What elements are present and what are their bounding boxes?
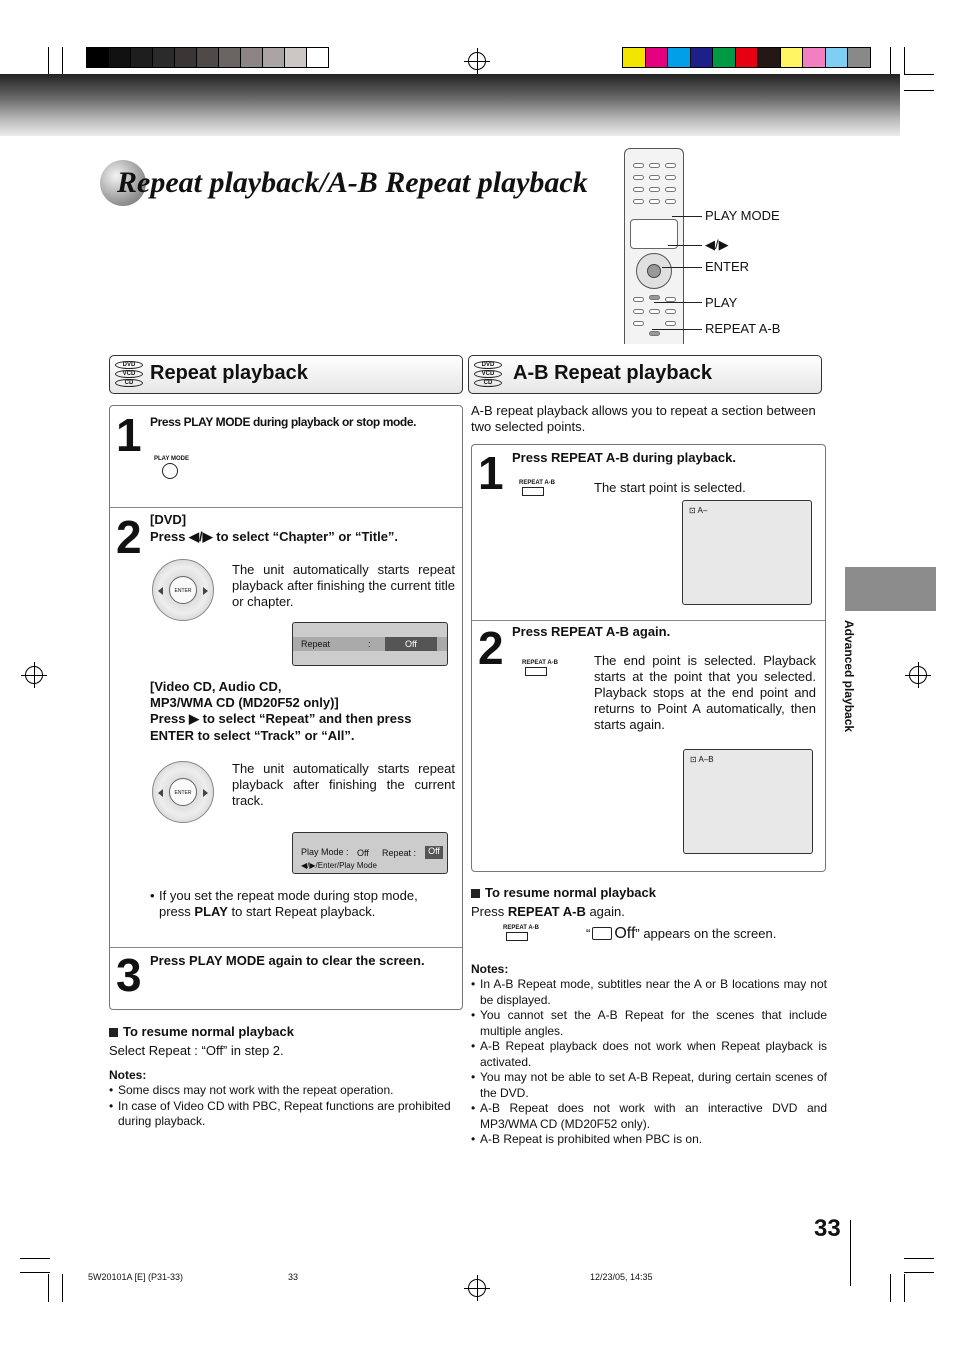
repeat-resume-text: Select Repeat : “Off” in step 2. xyxy=(109,1043,284,1058)
step-number: 2 xyxy=(478,622,504,674)
disc-type-icons xyxy=(115,361,143,388)
crop-mark xyxy=(904,1274,905,1302)
crop-mark xyxy=(62,47,63,74)
vcd-description: The unit automatically starts repeat playback after finishing the current track. xyxy=(232,761,455,808)
stop-mode-note: • If you set the repeat mode during stop mode, press PLAY to start Repeat playback. xyxy=(150,888,450,920)
color-swatch xyxy=(690,47,714,68)
color-swatch xyxy=(712,47,736,68)
callout-line xyxy=(668,245,702,246)
step1-instruction: Press PLAY MODE during playback or stop mode. xyxy=(150,415,417,429)
ab-step1-description: The start point is selected. xyxy=(594,480,746,495)
crop-mark xyxy=(904,47,905,74)
page-number-rule xyxy=(850,1220,851,1286)
crop-mark xyxy=(904,1272,934,1273)
footer-timestamp: 12/23/05, 14:35 xyxy=(590,1272,653,1282)
dvd-icon: DVD xyxy=(115,361,143,369)
callout-play: PLAY xyxy=(705,295,738,310)
cd-icon: CD xyxy=(474,379,502,387)
registration-crosshair-icon xyxy=(468,1279,486,1297)
repeat-steps-panel xyxy=(109,405,463,1010)
vcd-instruction-2: ENTER to select “Track” or “All”. xyxy=(150,728,355,743)
cd-icon: CD xyxy=(115,379,143,387)
color-swatch xyxy=(306,47,329,68)
ab-resume-heading: To resume normal playback xyxy=(471,885,656,901)
callout-line xyxy=(662,267,702,268)
repeat-osd: Repeat : Off xyxy=(292,622,448,666)
vcd-icon: VCD xyxy=(474,370,502,378)
repeat-notes-heading: Notes: xyxy=(109,1068,147,1082)
ab-step1-instruction: Press REPEAT A-B during playback. xyxy=(512,450,736,465)
color-swatch xyxy=(130,47,153,68)
callout-repeat-ab: REPEAT A-B xyxy=(705,321,781,336)
crop-mark xyxy=(48,47,49,74)
page-number: 33 xyxy=(814,1215,841,1242)
callout-play-mode: PLAY MODE xyxy=(705,208,780,223)
color-swatch xyxy=(622,47,646,68)
ab-section-title: A-B Repeat playback xyxy=(513,362,712,384)
color-swatch xyxy=(196,47,219,68)
repeat-ab-screen-icon: ⊡ A–B xyxy=(690,755,714,764)
side-tab-label: Advanced playback xyxy=(842,620,856,733)
step-number: 1 xyxy=(478,447,504,499)
repeat-ab-button-label: REPEAT A-B xyxy=(503,925,539,931)
color-swatch xyxy=(667,47,691,68)
play-mode-button-label: PLAY MODE xyxy=(154,456,190,462)
vcd-label-1: [Video CD, Audio CD, xyxy=(150,679,282,694)
note-item: • A-B Repeat is prohibited when PBC is on. xyxy=(471,1132,827,1148)
color-swatch xyxy=(218,47,241,68)
repeat-section-header xyxy=(109,355,463,394)
repeat-ab-screen-icon: ⊡ A– xyxy=(689,506,708,515)
step3-instruction: Press PLAY MODE again to clear the screen. xyxy=(150,953,425,968)
color-swatch xyxy=(825,47,849,68)
note-item: • A-B Repeat playback does not work when Repeat playback is activated. xyxy=(471,1039,827,1070)
vcd-icon: VCD xyxy=(115,370,143,378)
dvd-label: [DVD] xyxy=(150,512,187,527)
section-side-tab xyxy=(845,567,936,611)
color-swatch xyxy=(86,47,109,68)
callout-enter: ENTER xyxy=(705,259,750,274)
page-title: Repeat playback/A-B Repeat playback xyxy=(117,166,588,199)
ab-step2-instruction: Press REPEAT A-B again. xyxy=(512,624,671,639)
color-swatch xyxy=(240,47,263,68)
enter-dial-icon: ENTER xyxy=(152,761,214,823)
off-appears-text: “ Off” appears on the screen. xyxy=(586,925,777,942)
ab-steps-panel xyxy=(471,444,826,872)
remote-control-illustration xyxy=(624,148,684,344)
disc-type-icons xyxy=(474,361,502,388)
callout-line xyxy=(652,329,702,330)
dvd-icon: DVD xyxy=(474,361,502,369)
crop-mark xyxy=(890,47,891,74)
crop-mark xyxy=(904,74,934,75)
vcd-label-2: MP3/WMA CD (MD20F52 only)] xyxy=(150,695,339,710)
color-swatch xyxy=(847,47,871,68)
color-swatch xyxy=(262,47,285,68)
vcd-instruction-1: Press ▶ to select “Repeat” and then press xyxy=(150,711,412,726)
color-swatch xyxy=(757,47,781,68)
color-swatch xyxy=(780,47,804,68)
footer-file-id: 5W20101A [E] (P31-33) xyxy=(88,1272,184,1282)
color-swatch xyxy=(802,47,826,68)
color-swatch xyxy=(645,47,669,68)
ab-notes-heading: Notes: xyxy=(471,962,509,976)
footer-page: 33 xyxy=(288,1272,299,1282)
note-item: • You cannot set the A-B Repeat for the scenes that include multiple angles. xyxy=(471,1008,827,1039)
callout-line xyxy=(672,216,702,217)
ab-notes-list xyxy=(471,977,827,1148)
ab-end-screen xyxy=(683,749,813,854)
note-item: • In case of Video CD with PBC, Repeat functions are prohibited during playback. xyxy=(109,1099,459,1130)
ab-start-screen xyxy=(682,500,812,605)
note-item: • In A-B Repeat mode, subtitles near the A or B locations may not be displayed. xyxy=(471,977,827,1008)
repeat-resume-heading: To resume normal playback xyxy=(109,1024,294,1040)
ab-intro: A-B repeat playback allows you to repeat a section between two selected points. xyxy=(471,403,816,434)
registration-crosshair-icon xyxy=(25,666,43,684)
repeat-ab-button-label: REPEAT A-B xyxy=(519,480,555,486)
ab-section-header xyxy=(468,355,822,394)
crop-mark xyxy=(48,1274,49,1302)
crop-mark xyxy=(890,1274,891,1302)
color-swatch xyxy=(174,47,197,68)
header-band xyxy=(0,74,900,136)
ab-step2-description: The end point is selected. Playback starts at the point that you selected. Playback stops at the end point and returns to Point A automatically, then starts again. xyxy=(594,653,816,732)
registration-crosshair-icon xyxy=(468,52,486,70)
repeat-notes-list xyxy=(109,1083,459,1130)
repeat-section-title: Repeat playback xyxy=(150,362,308,384)
note-item: • A-B Repeat does not work with an interactive DVD and MP3/WMA CD (MD20F52 only). xyxy=(471,1101,827,1132)
color-swatch xyxy=(284,47,307,68)
repeat-ab-button-label: REPEAT A-B xyxy=(522,660,558,666)
repeat-ab-button-icon xyxy=(525,667,547,676)
color-swatch xyxy=(152,47,175,68)
callout-line xyxy=(654,302,702,303)
crop-mark xyxy=(20,1258,50,1259)
dvd-description: The unit automatically starts repeat playback after finishing the current title or chapter. xyxy=(232,562,455,609)
step-number: 3 xyxy=(116,949,142,1001)
enter-dial-icon: ENTER xyxy=(152,559,214,621)
play-mode-osd: Play Mode : Off Repeat : Off ◀/▶/Enter/Play Mode xyxy=(292,832,448,874)
crop-mark xyxy=(904,1258,934,1259)
crop-mark xyxy=(20,1272,50,1273)
dvd-instruction: Press ◀/▶ to select “Chapter” or “Title”. xyxy=(150,529,399,544)
note-item: • You may not be able to set A-B Repeat, during certain scenes of the DVD. xyxy=(471,1070,827,1101)
crop-mark xyxy=(904,90,934,91)
ab-resume-text: Press REPEAT A-B again. xyxy=(471,904,625,919)
color-swatch xyxy=(108,47,131,68)
play-mode-button-icon xyxy=(162,463,178,479)
repeat-ab-button-icon xyxy=(522,487,544,496)
step-number: 1 xyxy=(116,409,142,461)
step-number: 2 xyxy=(116,511,142,563)
note-item: • Some discs may not work with the repeat operation. xyxy=(109,1083,459,1099)
color-swatch xyxy=(735,47,759,68)
callout-left-right: ◀/▶ xyxy=(705,237,729,252)
repeat-ab-off-icon xyxy=(592,927,612,940)
registration-crosshair-icon xyxy=(909,666,927,684)
repeat-ab-button-icon xyxy=(506,932,528,941)
crop-mark xyxy=(62,1274,63,1302)
